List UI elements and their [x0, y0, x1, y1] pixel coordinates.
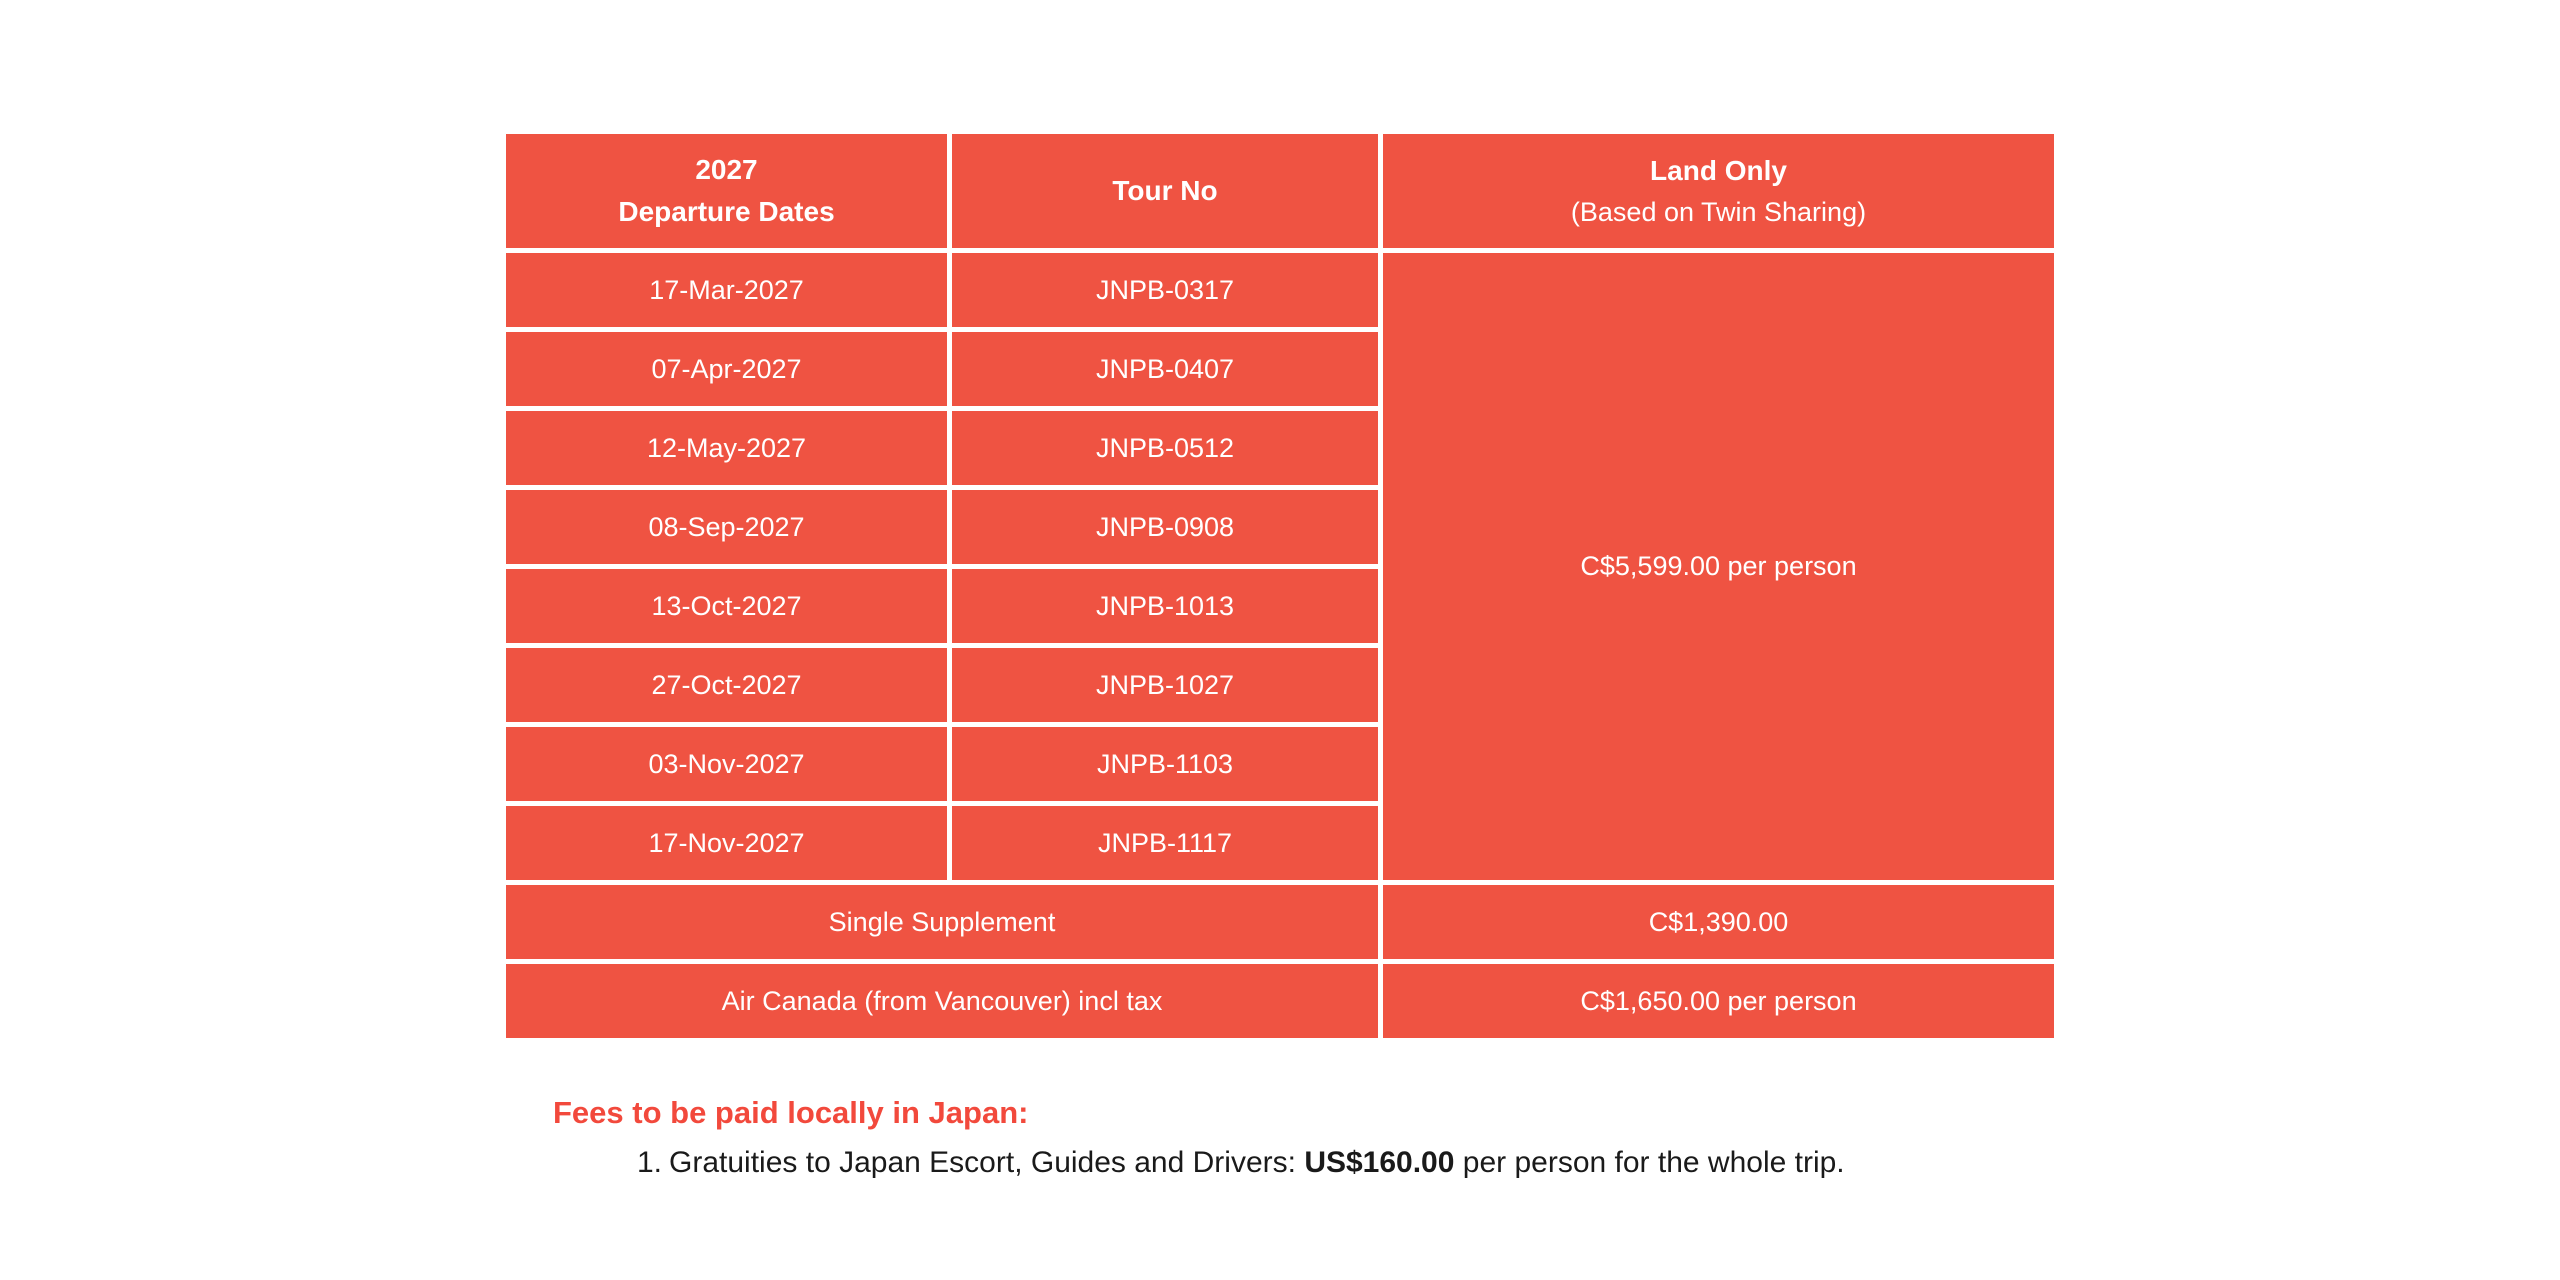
header-land-only [1383, 134, 2054, 248]
tour-no-cell: JNPB-0512 [952, 411, 1378, 485]
local-fees-item-text: Gratuities to Japan Escort, Guides and Drivers: [669, 1146, 1305, 1180]
table-row [506, 253, 2054, 327]
single-supplement-row [506, 885, 2054, 959]
header-land-only-subtitle: (Based on Twin Sharing) [1570, 197, 1867, 227]
tour-no-cell: JNPB-0317 [952, 253, 1378, 327]
tour-no-cell: JNPB-1027 [952, 648, 1378, 722]
header-departure-year: 2027 [695, 154, 758, 185]
local-fees-item-number: 1. [637, 1146, 663, 1180]
pricing-table-container [501, 129, 2059, 1043]
departure-date-cell: 08-Sep-2027 [506, 490, 947, 564]
pricing-table [501, 129, 2059, 1043]
single-supplement-value: C$1,390.00 [1383, 885, 2054, 959]
land-only-price-cell: C$5,599.00 per person [1383, 253, 2054, 880]
tour-no-cell: JNPB-1117 [952, 806, 1378, 880]
local-fees-heading: Fees to be paid locally in Japan: [553, 1095, 1029, 1130]
local-fees-item-amount: US$160.00 [1304, 1146, 1455, 1180]
air-canada-label: Air Canada (from Vancouver) incl tax [506, 964, 1378, 1038]
table-header-row [506, 134, 2054, 248]
departure-date-cell: 12-May-2027 [506, 411, 947, 485]
local-fees-item-tail: per person for the whole trip. [1454, 1146, 1845, 1180]
air-canada-row [506, 964, 2054, 1038]
local-fees-note [553, 1094, 1845, 1182]
header-land-only-title: Land Only [1650, 155, 1787, 186]
departure-date-cell: 27-Oct-2027 [506, 648, 947, 722]
departure-date-cell: 07-Apr-2027 [506, 332, 947, 406]
header-departure-label: Departure Dates [618, 196, 835, 227]
departure-date-cell: 17-Mar-2027 [506, 253, 947, 327]
header-tour-no [952, 134, 1378, 248]
tour-no-cell: JNPB-0908 [952, 490, 1378, 564]
header-departure-dates [506, 134, 947, 248]
tour-no-cell: JNPB-0407 [952, 332, 1378, 406]
departure-date-cell: 03-Nov-2027 [506, 727, 947, 801]
local-fees-item [637, 1144, 1845, 1182]
header-tour-no-label: Tour No [1112, 175, 1218, 206]
air-canada-value: C$1,650.00 per person [1383, 964, 2054, 1038]
tour-no-cell: JNPB-1013 [952, 569, 1378, 643]
single-supplement-label: Single Supplement [506, 885, 1378, 959]
departure-date-cell: 17-Nov-2027 [506, 806, 947, 880]
departure-date-cell: 13-Oct-2027 [506, 569, 947, 643]
tour-no-cell: JNPB-1103 [952, 727, 1378, 801]
